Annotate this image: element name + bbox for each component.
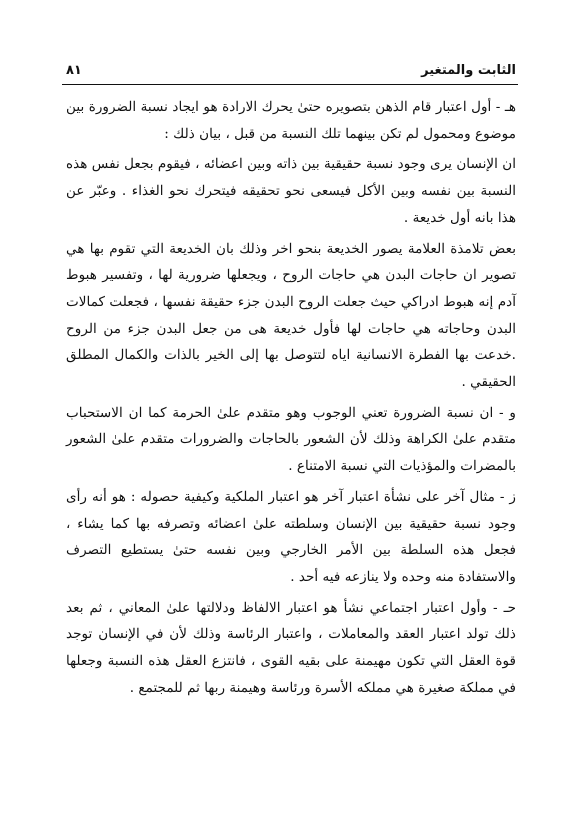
page-number: ٨١ <box>66 63 82 78</box>
running-head <box>66 62 516 82</box>
paragraph-human-ratio: ان الإنسان يرى وجود نسبة حقيقية بين ذاته وبين اعضائه ، فيقوم بجعل نفس هذه النسبة بين نفسه وبين الأكل فيسعى نحو تحقيقه فيتحرك نحو الغذاء . وعبّر عن هذا بانه أول خديعة . <box>66 156 516 226</box>
running-head-title: الثابت والمتغير <box>421 63 516 78</box>
paragraph-ha: حـ - وأول اعتبار اجتماعي نشأ هو اعتبار الالفاظ ودلالتها علىٰ المعاني ، ثم بعد ذلك تولد اعتبار العقد والمعاملات ، واعتبار الرئاسة وذلك لأن في الإنسان توجد قوة العقل التي تكون مهيمنة على بقيه القوى ، فانتزع العقل هذه النسبة وجعلها في مملكة صغيرة هي مملكه الأسرة ورئاسة وهيمنة ربها ثم للمجتمع . <box>66 599 516 696</box>
paragraph-deception: بعض تلامذة العلامة يصور الخديعة بنحو اخر وذلك بان الخديعة التي تقوم بها هي تصوير ان حاجات البدن هي حاجات الروح ، ويجعلها ضرورية لها ، وتفسير هبوط آدم إنه هبوط ادراكي حيث جعلت الروح البدن جزء حقيقة نفسها ، فجعلت كمالات البدن وحاجاته هي حاجات لها فأول خديعة هى من جعل البدن جزء من الروح .خدعت بها الفطرة الانسانية اياه لتتوصل بها إلى الخير بالذات والكمال المطلق الحقيقي . <box>66 240 516 391</box>
paragraph-he: هـ - أول اعتبار قام الذهن بتصويره حتىٰ يحرك الارادة هو ايجاد نسبة الضرورة بين موضوع ومحمول لم تكن بينهما تلك النسبة من قبل ، بيان ذلك : <box>66 99 516 142</box>
paragraph-zay: ز - مثال آخر على نشأة اعتبار آخر هو اعتبار الملكية وكيفية حصوله : هو أنه رأى وجود نسبة حقيقية بين الإنسان وسلطته علىٰ اعضائه وتصرفه بها كما يشاء ، فجعل هذه السلطة بين الأمر الخارجي وبين نفسه حتىٰ يستطيع التصرف والاستفادة منه وحده ولا ينازعه فيه أحد . <box>66 488 516 585</box>
header-rule <box>62 84 518 85</box>
paragraph-waw: و - ان نسبة الضرورة تعني الوجوب وهو متقدم علىٰ الحرمة كما ان الاستحباب متقدم علىٰ الكراهة وذلك لأن الشعور بالحاجات والضرورات متقدم علىٰ الشعور بالمضرات والمؤذيات التي نسبة الامتناع . <box>66 404 516 475</box>
body-text <box>66 94 516 705</box>
